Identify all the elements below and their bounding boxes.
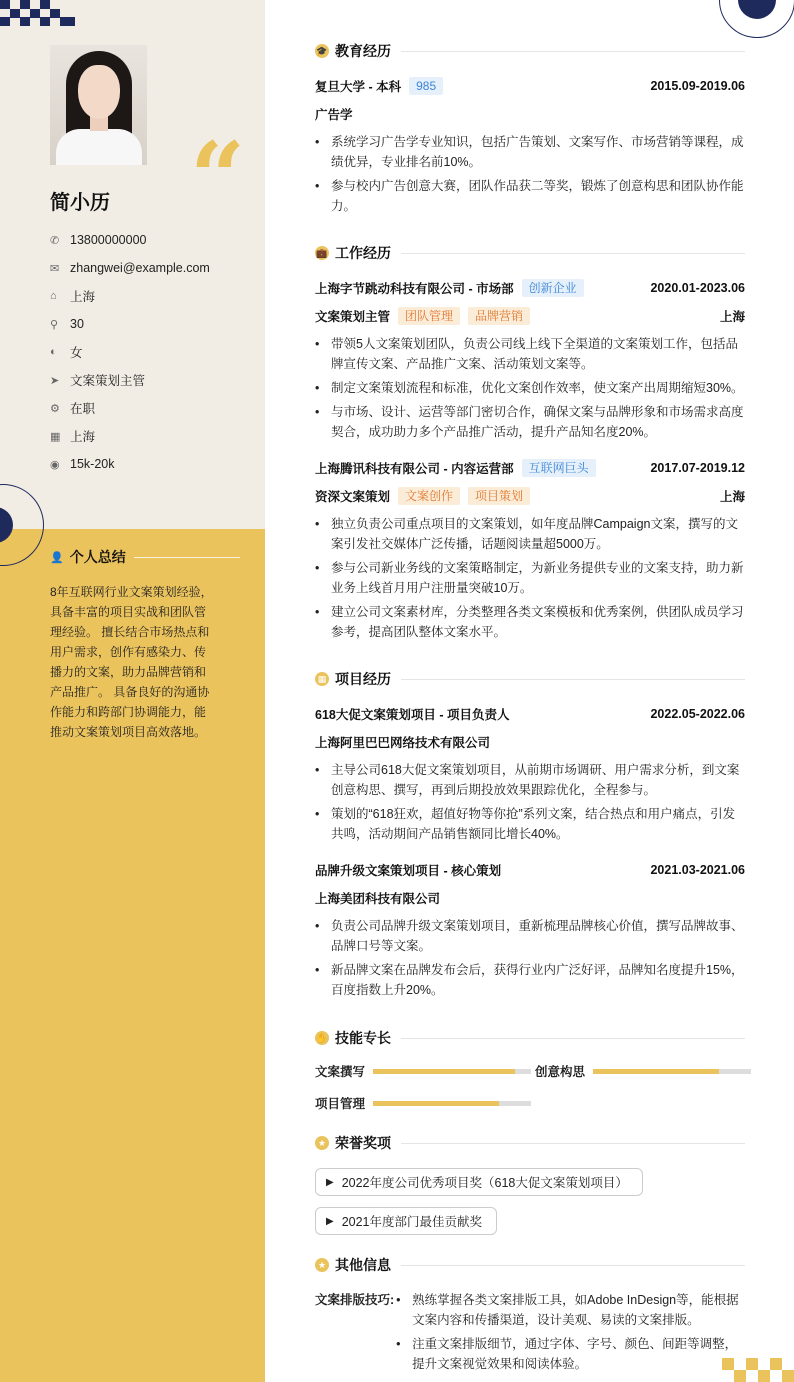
skill-bar — [593, 1069, 751, 1074]
list-item: • 建立公司文案素材库，分类整理各类文案模板和优秀案例，供团队成员学习参考，提高团队整体文案水平。 — [315, 602, 745, 642]
education-bullets — [315, 132, 745, 220]
contact-city: ▦ 上海 — [50, 430, 96, 444]
contact-list — [50, 226, 210, 478]
other-info — [315, 1290, 745, 1378]
contact-phone: ✆ 13800000000 — [50, 233, 147, 247]
contact-status: ⚙ 在职 — [50, 402, 96, 416]
triangle-right-icon: ▶ — [326, 1215, 334, 1227]
checker-decoration — [0, 0, 80, 26]
education-date: 2015.09-2019.06 — [650, 79, 745, 93]
quote-mark-icon: “ — [190, 121, 246, 234]
award-item[interactable]: ▶ 2022年度公司优秀项目奖（618大促文案策划项目） — [315, 1168, 643, 1196]
graduation-cap-icon: 🎓 — [315, 44, 329, 58]
school-tag: 985 — [409, 77, 443, 95]
skill-item: 创意构思 — [535, 1062, 751, 1080]
contact-age: ⚲ 30 — [50, 317, 84, 331]
contact-gender: ◐ 女 — [50, 346, 83, 360]
other-bullets — [396, 1290, 745, 1378]
list-item: • 新品牌文案在品牌发布会后，获得行业内广泛好评，品牌知名度提升15%，百度指数上升20%。 — [315, 960, 745, 1000]
role-tag: 团队管理 — [398, 307, 460, 325]
awards-header: ★ 荣誉奖项 — [315, 1133, 745, 1153]
project-company-row: 上海阿里巴巴网络技术有限公司 — [315, 736, 491, 750]
contact-position: ➤ 文案策划主管 — [50, 374, 146, 388]
award-item[interactable]: ▶ 2021年度部门最佳贡献奖 — [315, 1207, 497, 1235]
job-bullets — [315, 514, 745, 646]
gender-icon: ◐ — [50, 346, 57, 358]
sidebar — [0, 0, 265, 1382]
list-item: • 主导公司618大促文案策划项目，从前期市场调研、用户需求分析，到文案创意构思、撰写，再到后期投放效果跟踪优化，全程参与。 — [315, 760, 745, 800]
list-item: • 系统学习广告学专业知识，包括广告策划、文案写作、市场营销等课程，成绩优异，专业排名前10%。 — [315, 132, 745, 172]
summary-header — [50, 547, 240, 567]
list-item: • 策划的“618狂欢，超值好物等你抢”系列文案，结合热点和用户痛点，引发共鸣，活动期间产品销售额同比增长40%。 — [315, 804, 745, 844]
status-icon: ⚙ — [50, 402, 60, 415]
project-bullets — [315, 760, 745, 848]
project-bullets — [315, 916, 745, 1004]
school-name: 复旦大学 - 本科 — [315, 80, 402, 94]
education-major-row — [315, 104, 745, 124]
candidate-name: 简小历 — [50, 192, 110, 214]
education-major: 广告学 — [315, 108, 353, 122]
list-item: • 带领5人文案策划团队，负责公司线上线下全渠道的文案策划工作，包括品牌宣传文案、产品推广文案、活动策划文案等。 — [315, 334, 745, 374]
projects-header: ▦ 项目经历 — [315, 669, 745, 689]
city-icon: ▦ — [50, 430, 61, 443]
project-company-row: 上海美团科技有限公司 — [315, 892, 441, 906]
contact-location: ⌂ 上海 — [50, 290, 96, 304]
contact-email: ✉ zhangwei@example.com — [50, 261, 210, 275]
education-header: 🎓 教育经历 — [315, 41, 745, 61]
job-role-row: 文案策划主管 团队管理 品牌营销 上海 — [315, 309, 745, 324]
triangle-right-icon: ▶ — [326, 1176, 334, 1188]
role-tag: 项目策划 — [468, 487, 530, 505]
list-item: • 制定文案策划流程和标准，优化文案创作效率，使文案产出周期缩短30%。 — [315, 378, 745, 398]
project-icon: ▦ — [315, 672, 329, 686]
skill-bar — [373, 1101, 531, 1106]
skill-bar — [373, 1069, 531, 1074]
person-icon: 👤 — [50, 551, 64, 564]
position-icon: ➤ — [50, 374, 60, 387]
list-item: • 熟练掌握各类文案排版工具，如Adobe InDesign等，能根据文案内容和传播渠道，设计美观、易读的文案排版。 — [396, 1290, 745, 1330]
list-item: • 参与公司新业务线的文案策略制定，为新业务提供专业的文案支持，助力新业务上线首月用户注册量突破10万。 — [315, 558, 745, 598]
job-role-row: 资深文案策划 文案创作 项目策划 上海 — [315, 489, 745, 504]
home-icon: ⌂ — [50, 290, 57, 302]
award-icon: ★ — [315, 1136, 329, 1150]
skill-item: 项目管理 — [315, 1094, 531, 1112]
company-tag: 创新企业 — [522, 279, 584, 297]
list-item: • 独立负责公司重点项目的文案策划，如年度品牌Campaign文案，撰写的文案引发社交媒体广泛传播，话题阅读量超5000万。 — [315, 514, 745, 554]
salary-icon: ◉ — [50, 458, 60, 471]
other-label: 文案排版技巧: — [315, 1293, 395, 1307]
contact-salary: ◉ 15k-20k — [50, 457, 115, 471]
list-item: • 与市场、设计、运营等部门密切合作，确保文案与品牌形象和市场需求高度契合，成功助力多个产品推广活动，提升产品知名度20%。 — [315, 402, 745, 442]
skill-icon: ✋ — [315, 1031, 329, 1045]
role-tag: 品牌营销 — [468, 307, 530, 325]
mail-icon: ✉ — [50, 262, 60, 275]
project-row: 618大促文案策划项目 - 项目负责人 2022.05-2022.06 — [315, 707, 745, 722]
list-item: • 注重文案排版细节，通过字体、字号、颜色、间距等调整，提升文案视觉效果和阅读体验。 — [396, 1334, 745, 1374]
briefcase-icon: 💼 — [315, 246, 329, 260]
info-icon: ★ — [315, 1258, 329, 1272]
skills-header: ✋ 技能专长 — [315, 1028, 745, 1048]
skill-item: 文案撰写 — [315, 1062, 531, 1080]
other-header: ★ 其他信息 — [315, 1255, 745, 1275]
circle-decoration-right — [719, 0, 794, 38]
avatar-photo — [50, 45, 147, 165]
age-icon: ⚲ — [50, 318, 59, 331]
phone-icon: ✆ — [50, 234, 60, 247]
role-tag: 文案创作 — [398, 487, 460, 505]
checker-decoration — [720, 1356, 794, 1382]
education-row — [315, 76, 745, 96]
company-tag: 互联网巨头 — [522, 459, 596, 477]
summary-title: 个人总结 — [69, 549, 126, 565]
list-item: • 参与校内广告创意大赛，团队作品获二等奖，锻炼了创意构思和团队协作能力。 — [315, 176, 745, 216]
work-header: 💼 工作经历 — [315, 243, 745, 263]
summary-text: 8年互联网行业文案策划经验，具备丰富的项目实战和团队管理经验。 擅长结合市场热点和用户需求，创作有感染力、传播力的文案，助力品牌营销和产品推广。 具备良好的沟通协作能力和跨部门协调能力，能推动文案策划项目高效落地。 — [50, 585, 213, 739]
project-row: 品牌升级文案策划项目 - 核心策划 2021.03-2021.06 — [315, 863, 745, 878]
job-company-row: 上海腾讯科技有限公司 - 内容运营部 互联网巨头 2017.07-2019.12 — [315, 461, 745, 476]
list-item: • 负责公司品牌升级文案策划项目，重新梳理品牌核心价值，撰写品牌故事、品牌口号等文案。 — [315, 916, 745, 956]
job-company-row: 上海字节跳动科技有限公司 - 市场部 创新企业 2020.01-2023.06 — [315, 281, 745, 296]
job-bullets — [315, 334, 745, 446]
